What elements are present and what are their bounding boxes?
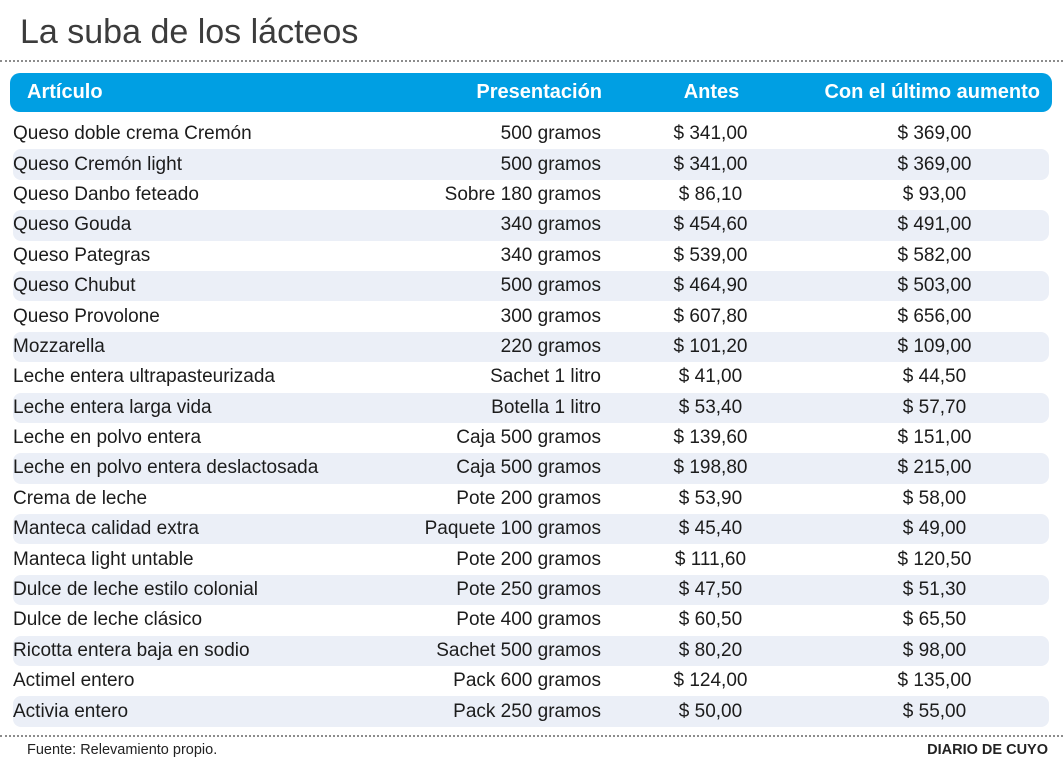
price-after-cell: $ 369,00 bbox=[897, 123, 972, 145]
price-after-cell: $ 98,00 bbox=[820, 636, 1049, 666]
article-cell: Leche entera ultrapasteurizada bbox=[13, 366, 275, 388]
table-row bbox=[13, 575, 1049, 605]
article-cell: Queso doble crema Cremón bbox=[13, 123, 252, 145]
presentation-cell: 220 gramos bbox=[340, 332, 601, 362]
price-after-cell: $ 49,00 bbox=[820, 514, 1049, 544]
price-after-cell: $ 135,00 bbox=[897, 670, 972, 692]
table-row bbox=[13, 180, 1049, 210]
price-after-cell: $ 55,00 bbox=[820, 696, 1049, 726]
price-before-cell: $ 86,10 bbox=[678, 183, 743, 205]
article-cell: Actimel entero bbox=[13, 670, 135, 692]
price-after-cell: $ 44,50 bbox=[902, 366, 967, 388]
presentation-cell: Sachet 1 litro bbox=[490, 366, 601, 388]
price-before-cell: $ 539,00 bbox=[673, 244, 748, 266]
presentation-cell: Pote 200 gramos bbox=[456, 487, 601, 509]
footer bbox=[0, 742, 1063, 758]
presentation-cell: 500 gramos bbox=[500, 123, 601, 145]
presentation-cell: Paquete 100 gramos bbox=[340, 514, 601, 544]
price-before-cell: $ 101,20 bbox=[601, 332, 820, 362]
table-row bbox=[13, 484, 1049, 514]
table-row bbox=[13, 119, 1049, 149]
presentation-cell: Caja 500 gramos bbox=[456, 427, 601, 449]
price-after-cell: $ 51,30 bbox=[820, 575, 1049, 605]
price-after-cell: $ 58,00 bbox=[902, 487, 967, 509]
price-after-cell: $ 65,50 bbox=[902, 609, 967, 631]
price-after-cell: $ 151,00 bbox=[897, 427, 972, 449]
price-after-cell: $ 369,00 bbox=[820, 149, 1049, 179]
price-after-cell: $ 491,00 bbox=[820, 210, 1049, 240]
price-before-cell: $ 53,90 bbox=[678, 487, 743, 509]
price-before-cell: $ 341,00 bbox=[673, 123, 748, 145]
table-body bbox=[13, 119, 1049, 727]
table-row bbox=[13, 271, 1049, 301]
column-header-antes: Antes bbox=[683, 81, 740, 103]
table-row bbox=[13, 636, 1049, 666]
table-row bbox=[13, 423, 1049, 453]
presentation-cell: Botella 1 litro bbox=[340, 393, 601, 423]
presentation-cell: 500 gramos bbox=[340, 271, 601, 301]
price-before-cell: $ 454,60 bbox=[601, 210, 820, 240]
presentation-cell: Pote 400 gramos bbox=[456, 609, 601, 631]
price-before-cell: $ 124,00 bbox=[673, 670, 748, 692]
column-header-presentacion: Presentación bbox=[476, 81, 602, 103]
publisher-credit: DIARIO DE CUYO bbox=[927, 741, 1048, 758]
presentation-cell: 340 gramos bbox=[500, 244, 601, 266]
table-row bbox=[13, 544, 1049, 574]
presentation-cell: Pote 200 gramos bbox=[456, 548, 601, 570]
presentation-cell: 340 gramos bbox=[340, 210, 601, 240]
price-before-cell: $ 111,60 bbox=[674, 548, 747, 570]
price-after-cell: $ 503,00 bbox=[820, 271, 1049, 301]
article-cell: Queso Chubut bbox=[13, 271, 340, 301]
presentation-cell: Pack 250 gramos bbox=[340, 696, 601, 726]
table-header-bar bbox=[10, 73, 1052, 112]
article-cell: Dulce de leche estilo colonial bbox=[13, 575, 340, 605]
column-header-aumento: Con el último aumento bbox=[824, 81, 1040, 103]
source-note: Fuente: Relevamiento propio. bbox=[27, 741, 218, 758]
top-divider bbox=[0, 60, 1063, 62]
article-cell: Ricotta entera baja en sodio bbox=[13, 636, 340, 666]
price-after-cell: $ 582,00 bbox=[897, 244, 972, 266]
article-cell: Activia entero bbox=[13, 696, 340, 726]
presentation-cell: 500 gramos bbox=[340, 149, 601, 179]
presentation-cell: Sobre 180 gramos bbox=[444, 183, 601, 205]
prices-table bbox=[13, 119, 1049, 727]
article-cell: Crema de leche bbox=[13, 487, 148, 509]
table-row bbox=[13, 666, 1049, 696]
price-before-cell: $ 45,40 bbox=[601, 514, 820, 544]
article-cell: Queso Cremón light bbox=[13, 149, 340, 179]
price-after-cell: $ 93,00 bbox=[902, 183, 967, 205]
price-before-cell: $ 50,00 bbox=[601, 696, 820, 726]
presentation-cell: Caja 500 gramos bbox=[340, 453, 601, 483]
price-after-cell: $ 120,50 bbox=[897, 548, 972, 570]
price-before-cell: $ 139,60 bbox=[673, 427, 748, 449]
table-row bbox=[13, 362, 1049, 392]
price-before-cell: $ 41,00 bbox=[678, 366, 743, 388]
table-row bbox=[13, 241, 1049, 271]
article-cell: Dulce de leche clásico bbox=[13, 609, 203, 631]
page-title: La suba de los lácteos bbox=[20, 13, 359, 51]
table-row bbox=[13, 210, 1049, 240]
article-cell: Leche en polvo entera deslactosada bbox=[13, 453, 340, 483]
table-row bbox=[13, 514, 1049, 544]
article-cell: Queso Danbo feteado bbox=[13, 183, 199, 205]
table-row bbox=[13, 301, 1049, 331]
price-before-cell: $ 80,20 bbox=[601, 636, 820, 666]
price-before-cell: $ 60,50 bbox=[678, 609, 743, 631]
price-before-cell: $ 53,40 bbox=[601, 393, 820, 423]
article-cell: Queso Pategras bbox=[13, 244, 151, 266]
price-before-cell: $ 47,50 bbox=[601, 575, 820, 605]
price-before-cell: $ 464,90 bbox=[601, 271, 820, 301]
article-cell: Mozzarella bbox=[13, 332, 340, 362]
price-before-cell: $ 607,80 bbox=[673, 305, 748, 327]
presentation-cell: Sachet 500 gramos bbox=[340, 636, 601, 666]
presentation-cell: Pote 250 gramos bbox=[340, 575, 601, 605]
bottom-divider bbox=[0, 735, 1063, 737]
price-after-cell: $ 109,00 bbox=[820, 332, 1049, 362]
price-before-cell: $ 198,80 bbox=[601, 453, 820, 483]
article-cell: Manteca light untable bbox=[13, 548, 194, 570]
article-cell: Queso Provolone bbox=[13, 305, 160, 327]
table-row bbox=[13, 149, 1049, 179]
table-row bbox=[13, 453, 1049, 483]
presentation-cell: Pack 600 gramos bbox=[453, 670, 601, 692]
article-cell: Manteca calidad extra bbox=[13, 514, 340, 544]
price-after-cell: $ 57,70 bbox=[820, 393, 1049, 423]
article-cell: Leche entera larga vida bbox=[13, 393, 340, 423]
price-after-cell: $ 656,00 bbox=[897, 305, 972, 327]
table-row bbox=[13, 332, 1049, 362]
column-header-articulo: Artículo bbox=[27, 81, 103, 103]
article-cell: Queso Gouda bbox=[13, 210, 340, 240]
presentation-cell: 300 gramos bbox=[500, 305, 601, 327]
price-after-cell: $ 215,00 bbox=[820, 453, 1049, 483]
table-row bbox=[13, 605, 1049, 635]
table-row bbox=[13, 696, 1049, 726]
price-before-cell: $ 341,00 bbox=[601, 149, 820, 179]
article-cell: Leche en polvo entera bbox=[13, 427, 202, 449]
table-row bbox=[13, 393, 1049, 423]
